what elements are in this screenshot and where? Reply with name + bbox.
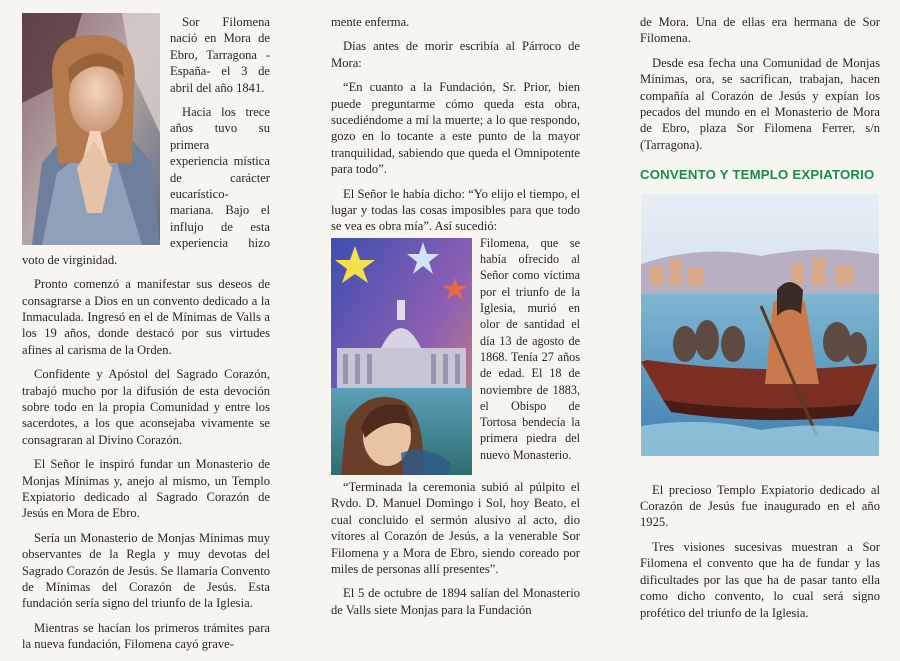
vision-collage-painting bbox=[331, 238, 472, 475]
column-left bbox=[22, 14, 270, 661]
column-right bbox=[640, 14, 880, 629]
paragraph: Pronto comenzó a manifestar sus deseos de consagrarse a Dios en un convento dedicado a la Inmaculada. Ingresó en el de Mínimas de Valls a los 19 años, donde destacó por sus virtudes afines al carisma de la Orden. bbox=[22, 277, 270, 357]
paragraph: El 5 de octubre de 1894 salían del Monasterio de Valls siete Monjas para la Fundación bbox=[331, 586, 580, 617]
paragraph: Confidente y Apóstol del Sagrado Corazón, trabajó mucho por la difusión de esta devoción sobre todo en la propia Comunidad y entre los sacerdotes, a los que aconsejaba vivamente se consagraran al Divino Corazón. bbox=[22, 367, 270, 447]
paragraph: Sería un Monasterio de Monjas Mínimas muy observantes de la Regla y muy devotas del Sagrado Corazón de Jesús. Se llamaría Convento de Mínimas del Corazón de Jesús. Esta fundación sería signo del triunfo de la Iglesia. bbox=[22, 530, 270, 611]
column-middle bbox=[331, 14, 580, 626]
intro-text: Sor Filomena nació en Mora de Ebro, Tarragona -España- el 3 de abril del año 1841. bbox=[170, 15, 270, 95]
quote-paragraph: “En cuanto a la Fundación, Sr. Prior, bien puede preguntarme cómo queda esta obra, sucediéndome a mí la muerte; a lo que respondo, gozo en lo tocante a este punto de la mayor tranquilidad, sabiendo que queda el Omnipotente para todo”. bbox=[331, 80, 580, 177]
paragraph: Días antes de morir escribía al Párroco de Mora: bbox=[331, 39, 580, 70]
paragraph: mente enferma. bbox=[331, 15, 410, 29]
paragraph: de Mora. Una de ellas era hermana de Sor Filomena. bbox=[640, 15, 880, 46]
portrait-praying-painting bbox=[22, 13, 160, 245]
childhood-text: Hacia los trece años tuvo su primera experiencia mística de carácter eucarístico-mariana. Bajo el influjo de esta experiencia hizo voto de virginidad. bbox=[22, 105, 270, 267]
paragraph: Desde esa fecha una Comunidad de Monjas Mínimas, ora, se sacrifican, trabajan, hacen compañía al Corazón de Jesús y expían los pecados del mundo en el Monasterio de Mora de Ebro, plaza Sor Filomena Ferrer, s/n (Tarragona). bbox=[640, 55, 880, 152]
paragraph: Mientras se hacían los primeros trámites para la nueva fundación, Filomena cayó grave- bbox=[22, 620, 270, 652]
paragraph: Tres visiones sucesivas muestran a Sor Filomena el convento que ha de fundar y las dificultades por las que ha de pasar tanto ella como dicho convento, lo cual será signo profético del triunfo de la Iglesia. bbox=[640, 539, 880, 620]
paragraph: El Señor le había dicho: “Yo elijo el tiempo, el lugar y todas las cosas imposibles para que todo se vea es obra mía”. Así sucedió: bbox=[331, 186, 580, 234]
paragraph: El Señor le inspiró fundar un Monasterio de Monjas Mínimas y, anejo al mismo, un Templo Expiatorio dedicado al Sagrado Corazón de Jesús en Mora de Ebro. bbox=[22, 457, 270, 521]
boat-river-painting bbox=[641, 194, 879, 456]
paragraph: El precioso Templo Expiatorio dedicado al Corazón de Jesús fue inaugurado en el año 1925. bbox=[640, 482, 880, 530]
paragraph: Filomena, que se había ofrecido al Señor como víctima por el triunfo de la Iglesia, murió en olor de santidad el día 13 de agosto de 1868. Tenía 27 años de edad. El 18 de noviembre de 1883, el Obispo de Tortosa bendecía la primera piedra del nuevo Monasterio. bbox=[480, 235, 580, 462]
section-heading: CONVENTO Y TEMPLO EXPIATORIO bbox=[640, 167, 875, 183]
quote-paragraph: “Terminada la ceremonia subió al púlpito el Rvdo. D. Manuel Domingo i Sol, hoy Beato, el cual concluido el sermón alusivo al acto, dio vítores al Corazón de Jesús, a la venerable Sor Filomena y a Mora de Ebro, siendo coreado por miles de personas allí presentes”. bbox=[331, 479, 580, 576]
